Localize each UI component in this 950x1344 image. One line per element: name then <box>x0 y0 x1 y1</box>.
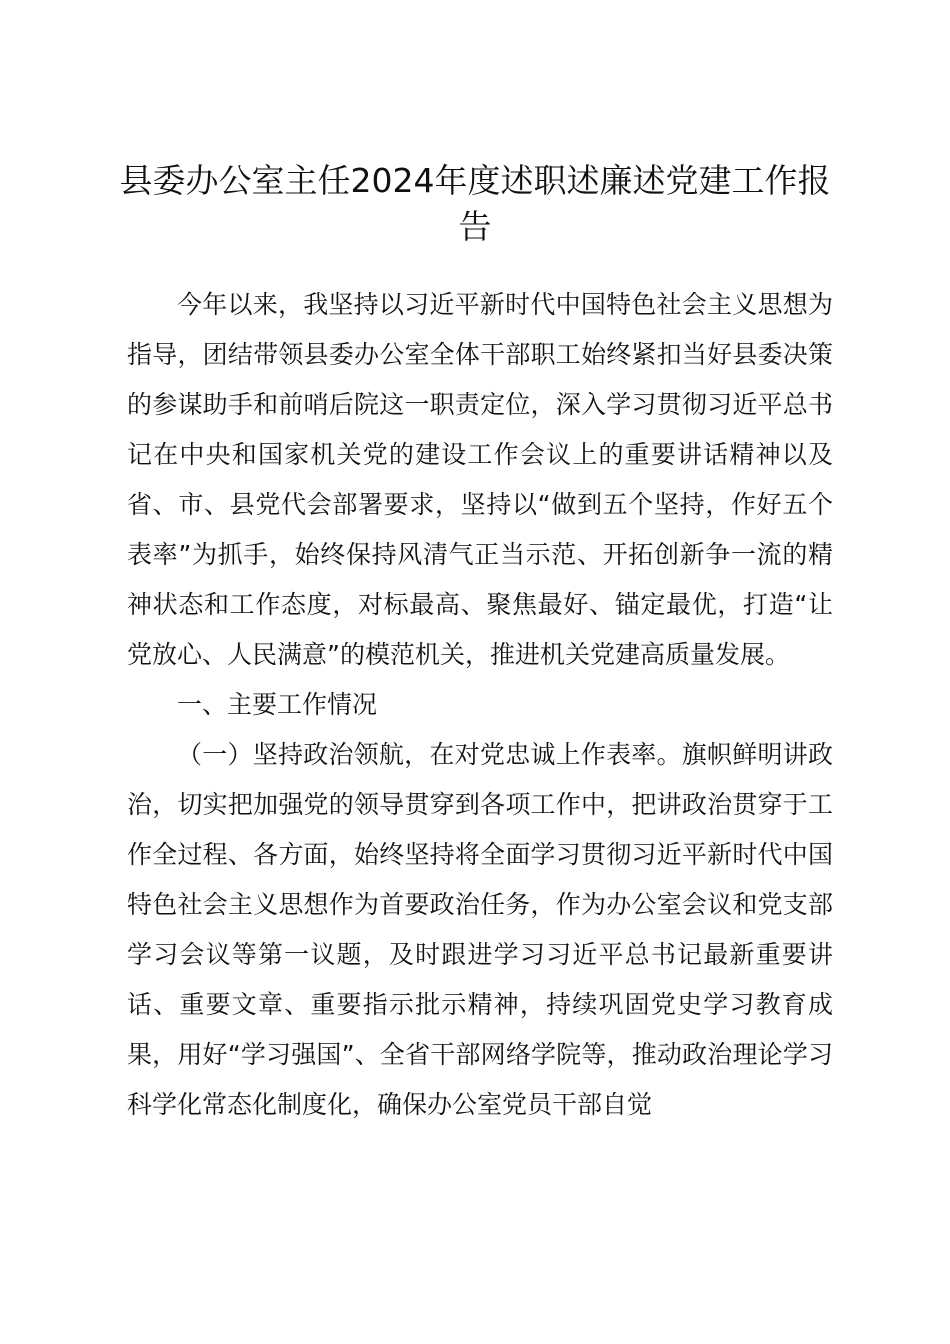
section-heading-main-work: 一、主要工作情况 <box>177 690 378 719</box>
document-body <box>127 280 833 1130</box>
document-title: 县委办公室主任2024年度述职述廉述党建工作报告 <box>119 161 831 246</box>
paragraph-political-leadership: （一）坚持政治领航，在对党忠诚上作表率。旗帜鲜明讲政治，切实把加强党的领导贯穿到各项工作中，把讲政治贯穿于工作全过程、各方面，始终坚持将全面学习贯彻习近平新时代中国特色社会主义思想作为首要政治任务，作为办公室会议和党支部学习会议等第一议题，及时跟进学习习近平总书记最新重要讲话、重要文章、重要指示批示精神，持续巩固党史学习教育成果，用好“学习强国”、全省干部网络学院等，推动政治理论学习科学化常态化制度化，确保办公室党员干部自觉 <box>127 740 833 1119</box>
paragraph-intro: 今年以来，我坚持以习近平新时代中国特色社会主义思想为指导，团结带领县委办公室全体干部职工始终紧扣当好县委决策的参谋助手和前哨后院这一职责定位，深入学习贯彻习近平总书记在中央和国家机关党的建设工作会议上的重要讲话精神以及省、市、县党代会部署要求，坚持以“做到五个坚持，作好五个表率”为抓手，始终保持风清气正当示范、开拓创新争一流的精神状态和工作态度，对标最高、聚焦最好、锚定最优，打造“让党放心、人民满意”的模范机关，推进机关党建高质量发展。 <box>127 290 833 669</box>
